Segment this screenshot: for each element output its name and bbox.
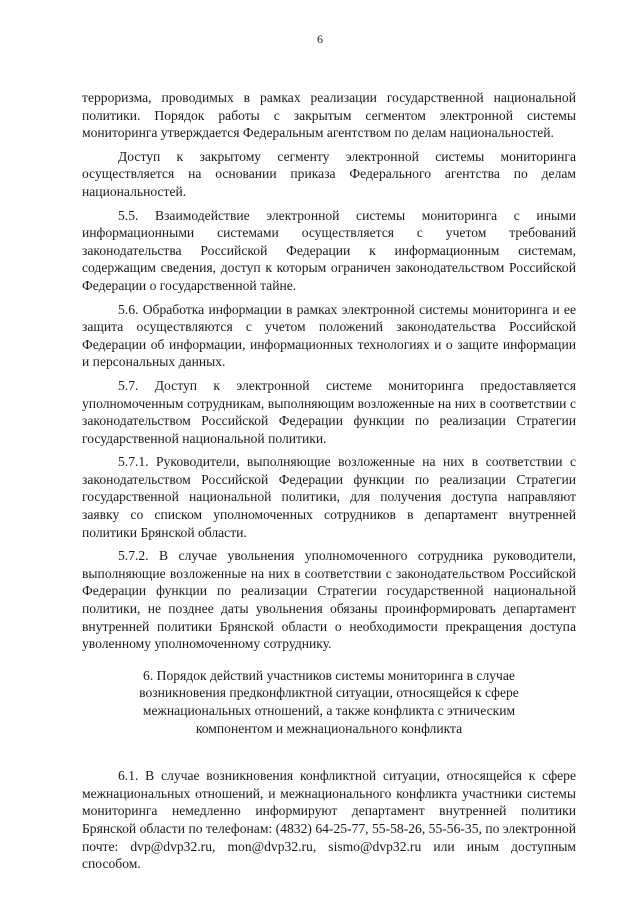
section-6-heading	[82, 667, 576, 737]
paragraph-closed-segment-access: Доступ к закрытому сегменту электронной системы мониторинга осуществляется на основании приказа Федерального агентства по делам национальностей.	[82, 148, 576, 199]
paragraph-5-7-1: 5.7.1. Руководители, выполняющие возложенные на них в соответствии с законодательством Российской Федерации функции по реализации Стратегии государственной национальной политики, для получения доступа направляют заявку со списком уполномоченных сотрудников в департамент внутренней политики Брянской области.	[82, 454, 576, 540]
document-body	[82, 89, 576, 879]
paragraph-6-1: 6.1. В случае возникновения конфликтной ситуации, относящейся к сфере межнациональных отношений, и межнационального конфликта участники системы мониторинга немедленно информируют департамент внутренней политики Брянской области по телефонам: (4832) 64-25-77, 55-58-26, 55-56-35, по электронной почте: dvp@dvp32.ru, mon@dvp32.ru, sismo@dvp32.ru или иным доступным способом.	[82, 768, 576, 872]
paragraph-5-5: 5.5. Взаимодействие электронной системы мониторинга с иными информационными системами осуществляется с учетом требований законодательства Российской Федерации к информационным системам, содержащим сведения, доступ к которым ограничен законодательством Российской Федерации о государственной тайне.	[82, 207, 576, 293]
paragraph-5-7: 5.7. Доступ к электронной системе мониторинга предоставляется уполномоченным сотрудникам, выполняющим возложенные на них в соответствии с законодательством Российской Федерации функции по реализации Стратегии государственной национальной политики.	[82, 377, 576, 446]
paragraph-5-7-2: 5.7.2. В случае увольнения уполномоченного сотрудника руководители, выполняющие возложенные на них в соответствии с законодательством Российской Федерации функции по реализации Стратегии государственной национальной политики, не позднее даты увольнения обязаны проинформировать департамент внутренней политики Брянской области о необходимости прекращения доступа уволенному уполномоченному сотруднику.	[82, 548, 576, 652]
paragraph-5-6: 5.6. Обработка информации в рамках электронной системы мониторинга и ее защита осуществляются с учетом положений законодательства Российской Федерации об информации, информационных технологиях и о защите информации и персональных данных.	[82, 301, 576, 370]
paragraph-continuation: терроризма, проводимых в рамках реализации государственной национальной политики. Порядок работы с закрытым сегментом электронной системы мониторинга утверждается Федеральным агентством по делам национальностей.	[82, 90, 576, 141]
heading-line: возникновения предконфликтной ситуации, относящейся к сфере	[139, 685, 519, 701]
heading-line: 6. Порядок действий участников системы мониторинга в случае	[143, 667, 515, 683]
heading-line: компонентом и межнационального конфликта	[195, 720, 463, 736]
heading-line: межнациональных отношений, а также конфликта с этническим	[142, 703, 516, 718]
page-number: 6	[317, 32, 323, 46]
